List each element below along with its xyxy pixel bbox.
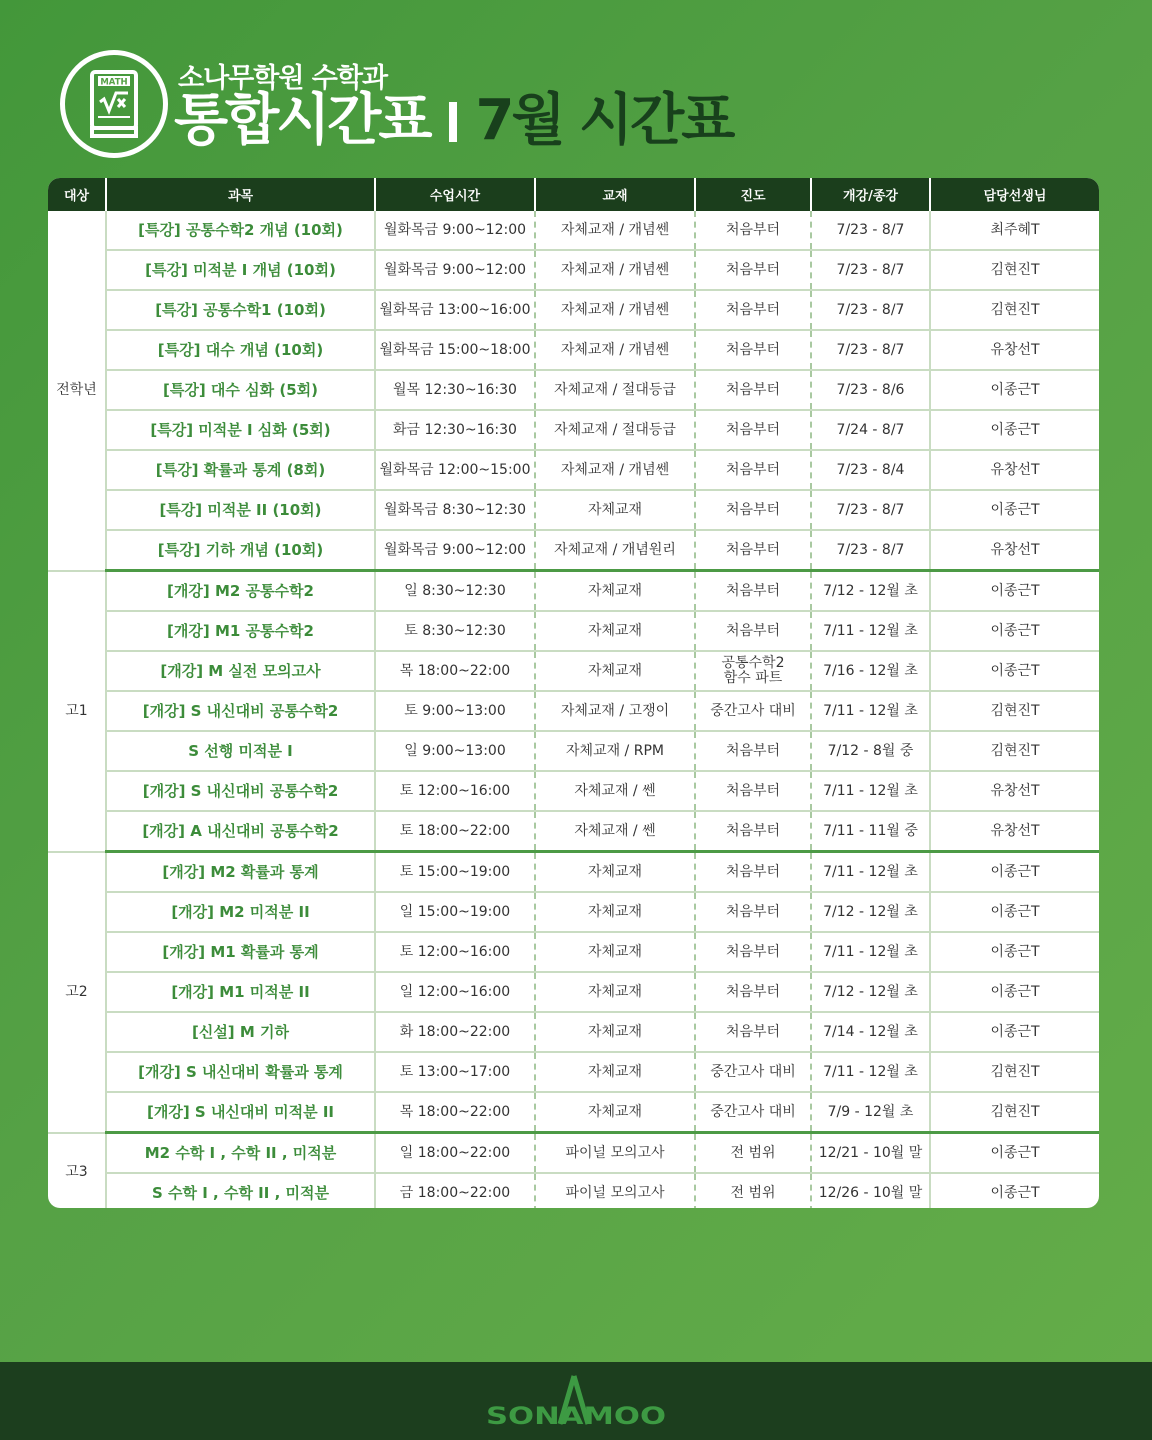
table-row <box>48 972 1099 1012</box>
table-row <box>48 1012 1099 1052</box>
subject-cell: [개강] M 실전 모의고사 <box>106 651 375 691</box>
progress-cell: 처음부터 <box>695 892 811 932</box>
period-cell: 7/12 - 8월 중 <box>811 731 930 771</box>
progress-cell: 처음부터 <box>695 370 811 410</box>
subject-cell: [개강] M2 확률과 통계 <box>106 852 375 893</box>
subject-cell: [특강] 미적분 I 개념 (10회) <box>106 250 375 290</box>
teacher-cell: 이종근T <box>930 1133 1099 1174</box>
subject-cell: [개강] M1 공통수학2 <box>106 611 375 651</box>
table-row <box>48 1052 1099 1092</box>
progress-cell: 처음부터 <box>695 771 811 811</box>
subject-cell: [개강] M2 공통수학2 <box>106 571 375 612</box>
subject-cell: [개강] S 내신대비 미적분 II <box>106 1092 375 1133</box>
period-cell: 7/12 - 12월 초 <box>811 571 930 612</box>
time-cell: 토 9:00~13:00 <box>375 691 535 731</box>
time-cell: 토 18:00~22:00 <box>375 811 535 852</box>
col-header-target: 대상 <box>48 178 106 211</box>
subject-cell: M2 수학 I , 수학 II , 미적분 <box>106 1133 375 1174</box>
math-book-icon <box>65 55 163 153</box>
teacher-cell: 이종근T <box>930 1012 1099 1052</box>
progress-cell: 공통수학2 함수 파트 <box>695 651 811 691</box>
subject-cell: [개강] M1 확률과 통계 <box>106 932 375 972</box>
subject-cell: [특강] 공통수학2 개념 (10회) <box>106 211 375 250</box>
subject-cell: [개강] M1 미적분 II <box>106 972 375 1012</box>
table-row <box>48 651 1099 691</box>
title-accent: 7월 시간표 <box>475 88 733 153</box>
period-cell: 7/12 - 12월 초 <box>811 972 930 1012</box>
table-row <box>48 490 1099 530</box>
progress-cell: 처음부터 <box>695 490 811 530</box>
teacher-cell: 이종근T <box>930 571 1099 612</box>
col-header-teacher: 담당선생님 <box>930 178 1099 211</box>
progress-cell: 중간고사 대비 <box>695 1092 811 1133</box>
logo-badge <box>60 50 168 158</box>
time-cell: 토 8:30~12:30 <box>375 611 535 651</box>
col-header-period: 개강/종강 <box>811 178 930 211</box>
table-row <box>48 1173 1099 1208</box>
time-cell: 월화목금 12:00~15:00 <box>375 450 535 490</box>
table-row <box>48 290 1099 330</box>
schedule-table <box>48 178 1099 1208</box>
progress-cell: 처음부터 <box>695 410 811 450</box>
time-cell: 월화목금 15:00~18:00 <box>375 330 535 370</box>
teacher-cell: 이종근T <box>930 852 1099 893</box>
progress-cell: 처음부터 <box>695 932 811 972</box>
period-cell: 7/16 - 12월 초 <box>811 651 930 691</box>
period-cell: 7/24 - 8/7 <box>811 410 930 450</box>
period-cell: 7/11 - 12월 초 <box>811 771 930 811</box>
period-cell: 7/11 - 12월 초 <box>811 852 930 893</box>
table-row <box>48 611 1099 651</box>
table-row <box>48 330 1099 370</box>
time-cell: 일 8:30~12:30 <box>375 571 535 612</box>
teacher-cell: 유창선T <box>930 450 1099 490</box>
time-cell: 일 9:00~13:00 <box>375 731 535 771</box>
time-cell: 목 18:00~22:00 <box>375 1092 535 1133</box>
teacher-cell: 김현진T <box>930 250 1099 290</box>
material-cell: 파이널 모의고사 <box>535 1133 695 1174</box>
progress-cell: 처음부터 <box>695 330 811 370</box>
subject-cell: [특강] 기하 개념 (10회) <box>106 530 375 571</box>
progress-cell: 처음부터 <box>695 731 811 771</box>
period-cell: 7/12 - 12월 초 <box>811 892 930 932</box>
subject-cell: [신설] M 기하 <box>106 1012 375 1052</box>
time-cell: 월화목금 9:00~12:00 <box>375 530 535 571</box>
period-cell: 7/23 - 8/7 <box>811 290 930 330</box>
subject-cell: [특강] 공통수학1 (10회) <box>106 290 375 330</box>
progress-cell: 중간고사 대비 <box>695 1052 811 1092</box>
subject-cell: [특강] 미적분 II (10회) <box>106 490 375 530</box>
time-cell: 월화목금 9:00~12:00 <box>375 211 535 250</box>
teacher-cell: 이종근T <box>930 410 1099 450</box>
academy-subtitle: 소나무학원 수학과 <box>178 63 388 94</box>
material-cell: 자체교재 <box>535 1052 695 1092</box>
material-cell: 자체교재 <box>535 651 695 691</box>
material-cell: 자체교재 / 개념쎈 <box>535 450 695 490</box>
subject-cell: [개강] S 내신대비 공통수학2 <box>106 771 375 811</box>
time-cell: 목 18:00~22:00 <box>375 651 535 691</box>
progress-cell: 중간고사 대비 <box>695 691 811 731</box>
progress-cell: 처음부터 <box>695 811 811 852</box>
material-cell: 자체교재 <box>535 892 695 932</box>
table-row <box>48 571 1099 612</box>
period-cell: 7/23 - 8/7 <box>811 211 930 250</box>
table-row <box>48 410 1099 450</box>
progress-cell: 처음부터 <box>695 211 811 250</box>
material-cell: 자체교재 <box>535 1092 695 1133</box>
period-cell: 7/23 - 8/7 <box>811 530 930 571</box>
material-cell: 파이널 모의고사 <box>535 1173 695 1208</box>
table-row <box>48 530 1099 571</box>
title-main: 통합시간표 <box>174 88 430 153</box>
material-cell: 자체교재 / 고쟁이 <box>535 691 695 731</box>
title-divider <box>449 102 457 142</box>
time-cell: 월화목금 9:00~12:00 <box>375 250 535 290</box>
period-cell: 7/23 - 8/7 <box>811 330 930 370</box>
teacher-cell: 김현진T <box>930 1092 1099 1133</box>
teacher-cell: 이종근T <box>930 892 1099 932</box>
table-row <box>48 691 1099 731</box>
material-cell: 자체교재 / 쎈 <box>535 811 695 852</box>
table-row <box>48 731 1099 771</box>
period-cell: 12/26 - 10월 말 <box>811 1173 930 1208</box>
time-cell: 월화목금 8:30~12:30 <box>375 490 535 530</box>
material-cell: 자체교재 <box>535 571 695 612</box>
progress-cell: 처음부터 <box>695 611 811 651</box>
time-cell: 일 12:00~16:00 <box>375 972 535 1012</box>
material-cell: 자체교재 / 쎈 <box>535 771 695 811</box>
material-cell: 자체교재 <box>535 852 695 893</box>
table-row <box>48 211 1099 250</box>
teacher-cell: 이종근T <box>930 370 1099 410</box>
progress-cell: 처음부터 <box>695 852 811 893</box>
period-cell: 7/23 - 8/7 <box>811 250 930 290</box>
material-cell: 자체교재 / 개념쎈 <box>535 330 695 370</box>
subject-cell: [개강] A 내신대비 공통수학2 <box>106 811 375 852</box>
material-cell: 자체교재 / 절대등급 <box>535 370 695 410</box>
footer-brand: SONAMOO <box>486 1402 666 1430</box>
period-cell: 7/11 - 11월 중 <box>811 811 930 852</box>
time-cell: 토 12:00~16:00 <box>375 932 535 972</box>
teacher-cell: 이종근T <box>990 1184 1040 1201</box>
sonamoo-logo <box>486 1370 666 1434</box>
teacher-cell: 이종근T <box>930 611 1099 651</box>
time-cell: 월화목금 13:00~16:00 <box>375 290 535 330</box>
subject-cell: [개강] S 내신대비 공통수학2 <box>106 691 375 731</box>
teacher-cell: 김현진T <box>930 731 1099 771</box>
table-row <box>48 370 1099 410</box>
progress-cell: 처음부터 <box>695 1012 811 1052</box>
footer-bar <box>0 1362 1152 1440</box>
col-header-progress: 진도 <box>695 178 811 211</box>
time-cell: 토 12:00~16:00 <box>375 771 535 811</box>
time-cell: 토 15:00~19:00 <box>375 852 535 893</box>
time-cell: 토 13:00~17:00 <box>375 1052 535 1092</box>
teacher-cell: 최주혜T <box>930 211 1099 250</box>
material-cell: 자체교재 / 절대등급 <box>535 410 695 450</box>
material-cell: 자체교재 <box>535 972 695 1012</box>
material-cell: 자체교재 / 개념쎈 <box>535 211 695 250</box>
table-row <box>48 1092 1099 1133</box>
time-cell: 일 18:00~22:00 <box>375 1133 535 1174</box>
progress-cell: 전 범위 <box>695 1173 811 1208</box>
period-cell: 7/11 - 12월 초 <box>811 611 930 651</box>
table-row <box>48 250 1099 290</box>
category-cell: 고3 <box>48 1133 106 1209</box>
period-cell: 12/21 - 10월 말 <box>811 1133 930 1174</box>
col-header-material: 교재 <box>535 178 695 211</box>
material-cell: 자체교재 <box>535 1012 695 1052</box>
subject-cell: [특강] 확률과 통계 (8회) <box>106 450 375 490</box>
subject-cell: [개강] S 내신대비 확률과 통계 <box>106 1052 375 1092</box>
progress-cell: 처음부터 <box>695 571 811 612</box>
material-cell: 자체교재 <box>535 611 695 651</box>
col-header-subject: 과목 <box>106 178 375 211</box>
material-cell: 자체교재 <box>535 490 695 530</box>
material-cell: 자체교재 / 개념쎈 <box>535 250 695 290</box>
time-cell: 일 15:00~19:00 <box>375 892 535 932</box>
period-cell: 7/11 - 12월 초 <box>811 932 930 972</box>
table-row <box>48 450 1099 490</box>
progress-cell: 처음부터 <box>695 530 811 571</box>
period-cell: 7/14 - 12월 초 <box>811 1012 930 1052</box>
table-row <box>48 852 1099 893</box>
material-cell: 자체교재 <box>535 932 695 972</box>
table-row <box>48 932 1099 972</box>
table-row <box>48 811 1099 852</box>
teacher-cell: 유창선T <box>930 811 1099 852</box>
subject-cell: [개강] M2 미적분 II <box>106 892 375 932</box>
teacher-cell: 이종근T <box>930 490 1099 530</box>
teacher-cell: 유창선T <box>930 330 1099 370</box>
subject-cell: S 선행 미적분 I <box>106 731 375 771</box>
teacher-cell: 김현진T <box>930 290 1099 330</box>
period-cell: 7/23 - 8/6 <box>811 370 930 410</box>
table-row <box>48 892 1099 932</box>
progress-cell: 전 범위 <box>695 1133 811 1174</box>
teacher-cell: 김현진T <box>930 1052 1099 1092</box>
subject-cell: [특강] 대수 개념 (10회) <box>106 330 375 370</box>
period-cell: 7/11 - 12월 초 <box>811 1052 930 1092</box>
col-header-time: 수업시간 <box>375 178 535 211</box>
time-cell: 화 18:00~22:00 <box>375 1012 535 1052</box>
progress-cell: 처음부터 <box>695 450 811 490</box>
table-row <box>48 1133 1099 1174</box>
subject-cell: [특강] 미적분 I 심화 (5회) <box>106 410 375 450</box>
category-cell: 고2 <box>48 852 106 1133</box>
teacher-cell: 김현진T <box>930 691 1099 731</box>
progress-cell: 처음부터 <box>695 290 811 330</box>
teacher-cell: 유창선T <box>930 530 1099 571</box>
subject-cell: S 수학 I , 수학 II , 미적분 <box>106 1173 375 1208</box>
time-cell: 화금 12:30~16:30 <box>375 410 535 450</box>
teacher-cell: 이종근T <box>930 972 1099 1012</box>
table-row <box>48 771 1099 811</box>
period-cell: 7/23 - 8/4 <box>811 450 930 490</box>
category-cell: 전학년 <box>48 211 106 571</box>
teacher-cell: 이종근T <box>930 932 1099 972</box>
period-cell: 7/9 - 12월 초 <box>811 1092 930 1133</box>
category-cell: 고1 <box>48 571 106 852</box>
subject-cell: [특강] 대수 심화 (5회) <box>106 370 375 410</box>
material-cell: 자체교재 / 개념쎈 <box>535 290 695 330</box>
teacher-cell: 이종근T <box>930 651 1099 691</box>
material-cell: 자체교재 / 개념원리 <box>535 530 695 571</box>
teacher-cell: 유창선T <box>930 771 1099 811</box>
progress-cell: 처음부터 <box>695 972 811 1012</box>
material-cell: 자체교재 / RPM <box>535 731 695 771</box>
logo-text: MATH <box>100 77 128 88</box>
time-cell: 월목 12:30~16:30 <box>375 370 535 410</box>
period-cell: 7/23 - 8/7 <box>811 490 930 530</box>
progress-cell: 처음부터 <box>695 250 811 290</box>
period-cell: 7/11 - 12월 초 <box>811 691 930 731</box>
page-title <box>174 90 732 152</box>
table-header-row <box>48 178 1099 211</box>
time-cell: 금 18:00~22:00 <box>375 1173 535 1208</box>
